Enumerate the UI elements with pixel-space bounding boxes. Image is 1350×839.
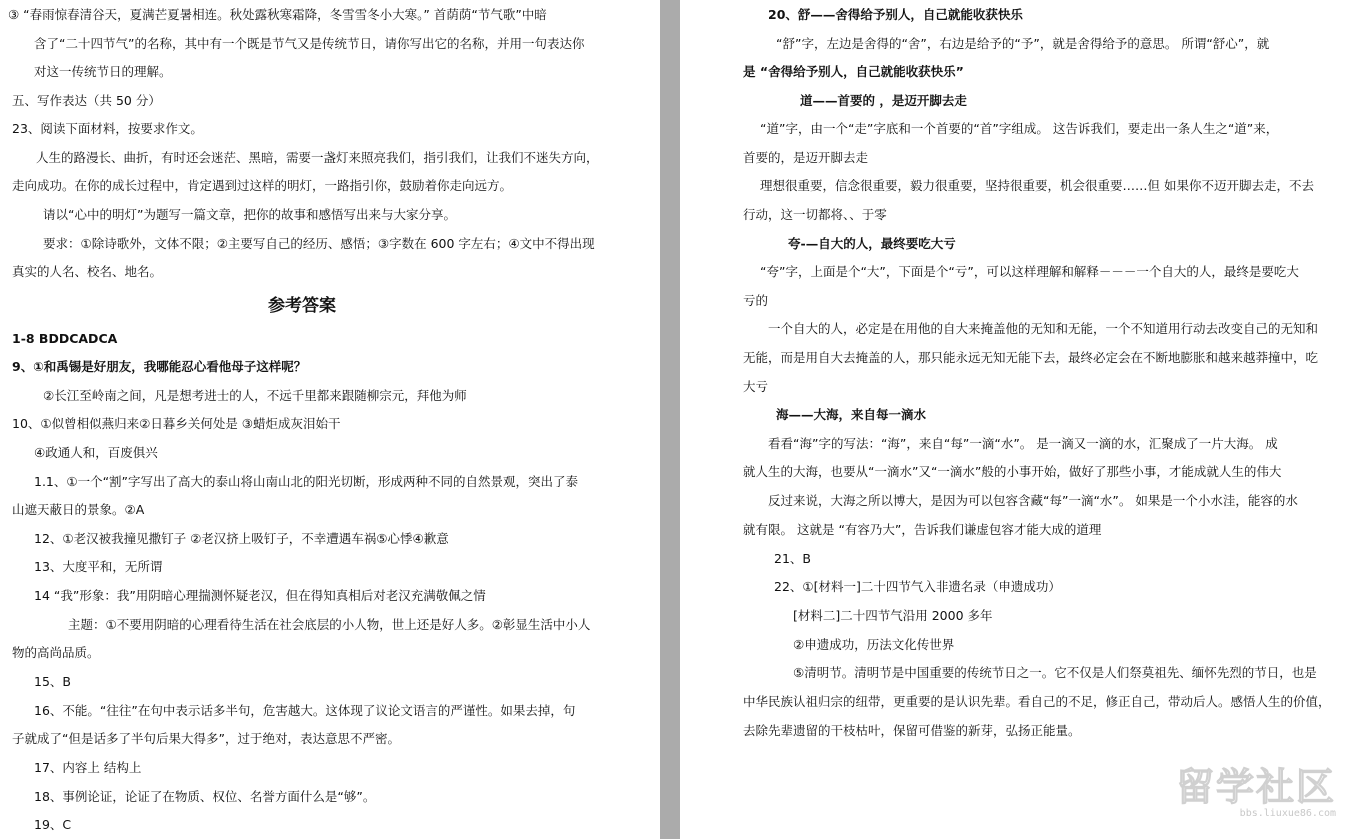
document-page-right bbox=[680, 0, 1350, 839]
paragraph-line: 要求：①除诗歌外，文体不限；②主要写自己的经历、感悟；③字数在 600 字左右；④文中不得出现 bbox=[43, 236, 595, 251]
paragraph-line: 9、①和禹锡是好朋友，我哪能忍心看他母子这样呢？ bbox=[12, 359, 307, 374]
watermark-logo-text: 留学社区 bbox=[1175, 765, 1336, 809]
paragraph-line: 22、①[材料一]二十四节气入非遗名录（申遗成功） bbox=[774, 579, 1061, 594]
paragraph-line: “道”字，由一个“走”字底和一个首要的“首”字组成。 这告诉我们，要走出一条人生之“道”来， bbox=[760, 121, 1279, 136]
answer-key-title: 参考答案 bbox=[268, 296, 336, 316]
paragraph-line: 10、①似曾相似燕归来②日暮乡关何处是 ③蜡炬成灰泪始干 bbox=[12, 416, 341, 431]
paragraph-line: 16、不能。“往往”在句中表示话多半句，危害越大。这体现了议论文语言的严谨性。如果去掉，句 bbox=[34, 703, 576, 718]
section-heading: 道——首要的 ，是迈开脚去走 bbox=[800, 93, 967, 108]
section-heading: 20、舒——舍得给予别人，自己就能收获快乐 bbox=[768, 7, 1023, 22]
paragraph-line: 12、①老汉被我撞见撒钉子 ②老汉挤上吸钉子，不幸遭遇车祸⑤心悸④歉意 bbox=[34, 531, 449, 546]
paragraph-line: 理想很重要，信念很重要，毅力很重要，坚持很重要，机会很重要……但 如果你不迈开脚去走，不去 bbox=[760, 178, 1314, 193]
site-watermark bbox=[1166, 766, 1336, 824]
paragraph-line: ②长江至岭南之间，凡是想考进士的人，不远千里都来跟随柳宗元，拜他为师 bbox=[43, 388, 467, 403]
paragraph-line: 21、B bbox=[774, 551, 811, 566]
paragraph-line: 就人生的大海，也要从“一滴水”又“一滴水”般的小事开始，做好了那些小事，才能成就人生的伟大 bbox=[743, 464, 1282, 479]
paragraph-line: 亏的 bbox=[743, 293, 769, 308]
paragraph-line: 19、C bbox=[34, 817, 72, 832]
paragraph-line: ⑤清明节。清明节是中国重要的传统节日之一。它不仅是人们祭莫祖先、缅怀先烈的节日，也是 bbox=[793, 665, 1317, 680]
paragraph-line: ③ “春雨惊春清谷天，夏满芒夏暑相连。秋处露秋寒霜降，冬雪雪冬小大寒。” 首荫荫“节气歌”中暗 bbox=[8, 7, 547, 22]
paragraph-line: 1-8 BDDCADCA bbox=[12, 331, 118, 346]
section-heading: 海——大海，来自每一滴水 bbox=[776, 407, 927, 422]
paragraph-line: 13、大度平和，无所谓 bbox=[34, 559, 163, 574]
paragraph-line: 大亏 bbox=[743, 379, 769, 394]
paragraph-line: 人生的路漫长、曲折，有时还会迷茫、黑暗，需要一盏灯来照亮我们，指引我们，让我们不迷失方向， bbox=[36, 150, 599, 165]
paragraph-line: 中华民族认祖归宗的纽带，更重要的是认识先辈。看自己的不足，修正自己，带动后人。感悟人生的价值， bbox=[743, 694, 1331, 709]
paragraph-line: 一个自大的人，必定是在用他的自大来掩盖他的无知和无能，一个不知道用行动去改变自己的无知和 bbox=[768, 321, 1319, 336]
paragraph-line: 看看“海”字的写法：“海”，来自“每”一滴“水”。 是一滴又一滴的水，汇聚成了一片大海。 成 bbox=[768, 436, 1278, 451]
paragraph-line: 子就成了“但是话多了半句后果大得多”，过于绝对，表达意思不严密。 bbox=[12, 731, 400, 746]
paragraph-line: 走向成功。在你的成长过程中，肯定遇到过这样的明灯，一路指引你，鼓励着你走向远方。 bbox=[12, 178, 513, 193]
paragraph-line: 17、内容上 结构上 bbox=[34, 760, 142, 775]
paragraph-line: 去除先辈遗留的干枝枯叶，保留可借鉴的新芽，弘扬正能量。 bbox=[743, 723, 1081, 738]
paragraph-line: 是 “舍得给予别人，自己就能收获快乐” bbox=[743, 64, 964, 79]
section-heading: 夸-—自大的人，最终要吃大亏 bbox=[788, 236, 956, 251]
paragraph-line: 无能，而是用自大去掩盖的人，那只能永远无知无能下去，最终必定会在不断地膨胀和越来越莽撞中，吃 bbox=[743, 350, 1319, 365]
paragraph-line: “舒”字，左边是舍得的“舍”，右边是给予的“予”，就是舍得给予的意思。 所谓“舒心”，就 bbox=[776, 36, 1270, 51]
paragraph-line: 山遮天蔽日的景象。②A bbox=[12, 502, 145, 517]
paragraph-line: 23、阅读下面材料，按要求作文。 bbox=[12, 121, 203, 136]
paragraph-line: 对这一传统节日的理解。 bbox=[34, 64, 172, 79]
paragraph-line: 14 “我”形象：我”用阴暗心理揣测怀疑老汉，但在得知真相后对老汉充满敬佩之情 bbox=[34, 588, 486, 603]
paragraph-line: 行动，这一切都将、、于零 bbox=[743, 207, 887, 222]
paragraph-line: 就有限。 这就是 “有容乃大”，告诉我们谦虚包容才能大成的道理 bbox=[743, 522, 1102, 537]
paragraph-line: 主题：①不要用阴暗的心理看待生活在社会底层的小人物，世上还是好人多。②彰显生活中小人 bbox=[68, 617, 591, 632]
paragraph-line: 18、事例论证，论证了在物质、权位、名誉方面什么是“够”。 bbox=[34, 789, 376, 804]
paragraph-line: 反过来说，大海之所以博大，是因为可以包容含藏“每”一滴“水”。 如果是一个小水洼，能容的水 bbox=[768, 493, 1298, 508]
section-heading: 五、写作表达（共 50 分） bbox=[12, 93, 161, 108]
paragraph-line: ④政通人和，百废俱兴 bbox=[34, 445, 158, 460]
paragraph-line: 请以“心中的明灯”为题写一篇文章，把你的故事和感悟写出来与大家分享。 bbox=[43, 207, 456, 222]
paragraph-line: ②申遗成功，历法文化传世界 bbox=[793, 637, 955, 652]
paragraph-line: 1.1、①一个“割”字写出了高大的泰山将山南山北的阳光切断，形成两种不同的自然景观，突出了泰 bbox=[34, 474, 579, 489]
paragraph-line: 首要的，是迈开脚去走 bbox=[743, 150, 869, 165]
paragraph-line: 物的高尚品质。 bbox=[12, 645, 100, 660]
paragraph-line: 15、B bbox=[34, 674, 71, 689]
paragraph-line: “夸”字，上面是个“大”，下面是个“亏”，可以这样理解和解释－－－一个自大的人，最终是要吃大 bbox=[760, 264, 1299, 279]
paragraph-line: 真实的人名、校名、地名。 bbox=[12, 264, 163, 279]
document-page-left bbox=[0, 0, 660, 839]
paragraph-line: [材料二]二十四节气沿用 2000 多年 bbox=[793, 608, 993, 623]
paragraph-line: 含了“二十四节气”的名称，其中有一个既是节气又是传统节日，请你写出它的名称，并用一句表达你 bbox=[34, 36, 585, 51]
watermark-url: bbs.liuxue86.com bbox=[1239, 808, 1336, 819]
